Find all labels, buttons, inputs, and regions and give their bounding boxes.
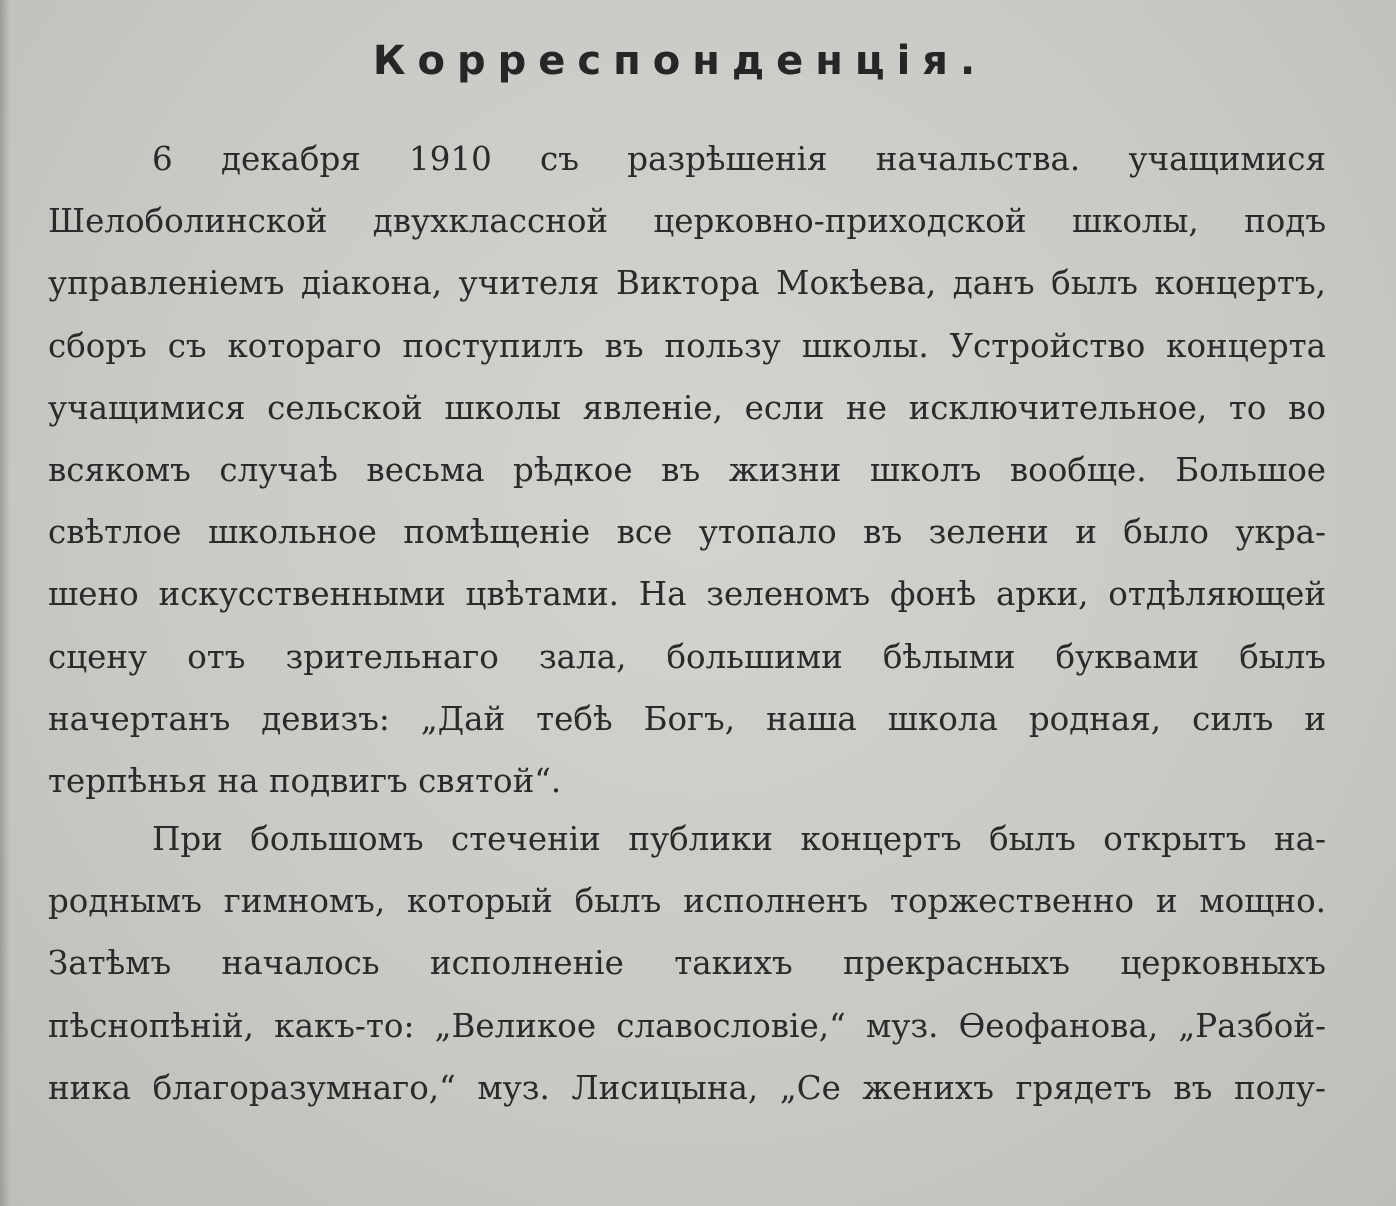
text-line: пѣснопѣній, какъ-то: „Великое славословіе,“ муз. Өеофанова, „Разбой- [48,1006,1326,1045]
text-line: При большомъ стеченіи публики концертъ былъ открытъ на- [152,820,1326,858]
text-line: 6 декабря 1910 съ разрѣшенія начальства. учащимися [152,140,1326,178]
text-line: сборъ съ котораго поступилъ въ пользу школы. Устройство концерта [48,326,1326,365]
text-line: шено искусственными цвѣтами. На зеленомъ фонѣ арки, отдѣляющей [48,575,1326,614]
page-edge-shadow [0,0,10,1206]
text-line: сцену отъ зрительнаго зала, большими бѣлыми буквами былъ [48,637,1326,676]
text-line: Шелоболинской двухклассной церковно-приходской школы, подъ [48,202,1326,241]
text-line: начертанъ девизъ: „Дай тебѣ Богъ, наша школа родная, силъ и [48,699,1326,738]
paragraph-1 [48,128,1326,812]
text-line: свѣтлое школьное помѣщеніе все утопало въ зелени и было укра- [48,513,1326,552]
text-line: ника благоразумнаго,“ муз. Лисицына, „Се женихъ грядетъ въ полу- [48,1068,1326,1107]
text-line: Затѣмъ началось исполненіе такихъ прекрасныхъ церковныхъ [48,944,1326,983]
text-line: учащимися сельской школы явленіе, если не исключительное, то во [48,388,1326,427]
text-line: роднымъ гимномъ, который былъ исполненъ торжественно и мощно. [48,882,1326,921]
text-line: терпѣнья на подвигъ святой“. [48,761,562,800]
text-line: всякомъ случаѣ весьма рѣдкое въ жизни школъ вообще. Большое [48,450,1326,489]
paragraph-2 [48,808,1326,1119]
page-title: Корреспонденція. [372,38,988,84]
text-line: управленіемъ діакона, учителя Виктора Мокѣева, данъ былъ концертъ, [48,264,1326,303]
